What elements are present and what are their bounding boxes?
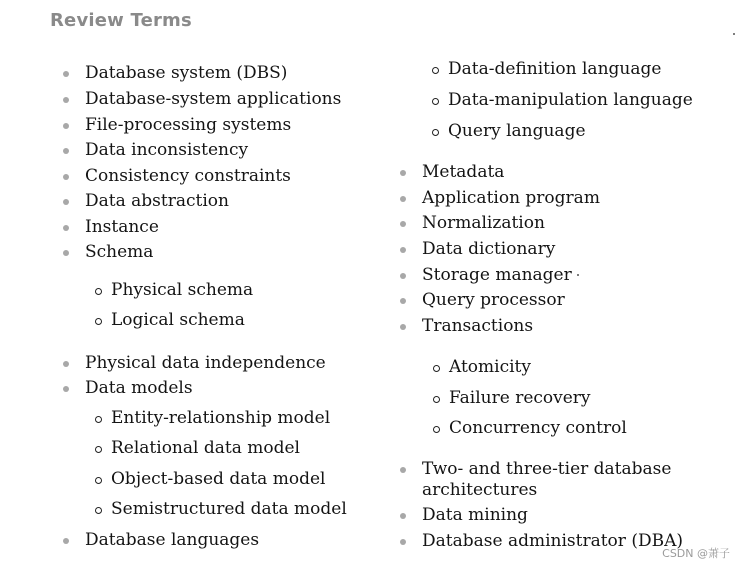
circle-bullet-icon — [95, 446, 102, 453]
bullet-icon — [63, 123, 69, 129]
term-item: Storage manager — [422, 265, 572, 285]
circle-bullet-icon — [433, 426, 440, 433]
term-item: Normalization — [422, 213, 545, 233]
term-item: Data inconsistency — [85, 140, 249, 160]
circle-bullet-icon — [432, 98, 439, 105]
term-item: Data dictionary — [422, 239, 556, 259]
circle-bullet-icon — [95, 507, 102, 514]
subterm-item: Semistructured data model — [111, 499, 347, 519]
subterm-item: Logical schema — [111, 310, 245, 330]
term-item: Instance — [85, 217, 159, 237]
bullet-icon — [400, 273, 406, 279]
subterm-item: Relational data model — [111, 438, 300, 458]
term-item: Transactions — [422, 316, 534, 336]
bullet-icon — [63, 97, 69, 103]
subterm-item: Failure recovery — [449, 388, 591, 408]
term-item: Database languages — [85, 530, 260, 550]
subterm-item: Object-based data model — [111, 469, 326, 489]
term-item: File-processing systems — [85, 115, 292, 135]
term-item: Database system (DBS) — [85, 63, 288, 83]
term-item: Data abstraction — [85, 191, 229, 211]
bullet-icon — [400, 539, 406, 545]
term-item: Schema — [85, 242, 154, 262]
circle-bullet-icon — [95, 477, 102, 484]
bullet-icon — [63, 538, 69, 544]
bullet-icon — [63, 71, 69, 77]
subterm-item: Data-manipulation language — [448, 90, 693, 110]
term-item: Database-system applications — [85, 89, 342, 109]
circle-bullet-icon — [95, 288, 102, 295]
circle-bullet-icon — [95, 318, 102, 325]
subterm-item: Query language — [448, 121, 586, 141]
circle-bullet-icon — [95, 416, 102, 423]
term-item: Consistency constraints — [85, 166, 291, 186]
scan-speck — [733, 33, 735, 35]
scan-speck — [577, 274, 579, 276]
bullet-icon — [400, 170, 406, 176]
term-item: Database administrator (DBA) — [422, 531, 683, 551]
subterm-item: Concurrency control — [449, 418, 627, 438]
bullet-icon — [400, 513, 406, 519]
term-item: Application program — [422, 188, 600, 208]
subterm-item: Entity-relationship model — [111, 408, 331, 428]
term-item: Query processor — [422, 290, 565, 310]
circle-bullet-icon — [433, 396, 440, 403]
bullet-icon — [63, 361, 69, 367]
bullet-icon — [63, 148, 69, 154]
bullet-icon — [400, 467, 406, 473]
term-item: Two- and three-tier database architectures — [422, 459, 672, 500]
watermark: CSDN @萧子 — [662, 547, 730, 560]
circle-bullet-icon — [432, 67, 439, 74]
page-title: Review Terms — [50, 10, 192, 31]
subterm-item: Data-definition language — [448, 59, 662, 79]
term-item: Metadata — [422, 162, 505, 182]
subterm-item: Physical schema — [111, 280, 254, 300]
bullet-icon — [400, 196, 406, 202]
bullet-icon — [63, 250, 69, 256]
bullet-icon — [400, 324, 406, 330]
bullet-icon — [400, 298, 406, 304]
subterm-item: Atomicity — [449, 357, 531, 377]
term-item: Data models — [85, 378, 193, 398]
bullet-icon — [63, 225, 69, 231]
bullet-icon — [63, 174, 69, 180]
circle-bullet-icon — [433, 365, 440, 372]
bullet-icon — [400, 247, 406, 253]
bullet-icon — [63, 386, 69, 392]
term-item: Data mining — [422, 505, 528, 525]
bullet-icon — [400, 221, 406, 227]
circle-bullet-icon — [432, 129, 439, 136]
term-item: Physical data independence — [85, 353, 326, 373]
bullet-icon — [63, 199, 69, 205]
